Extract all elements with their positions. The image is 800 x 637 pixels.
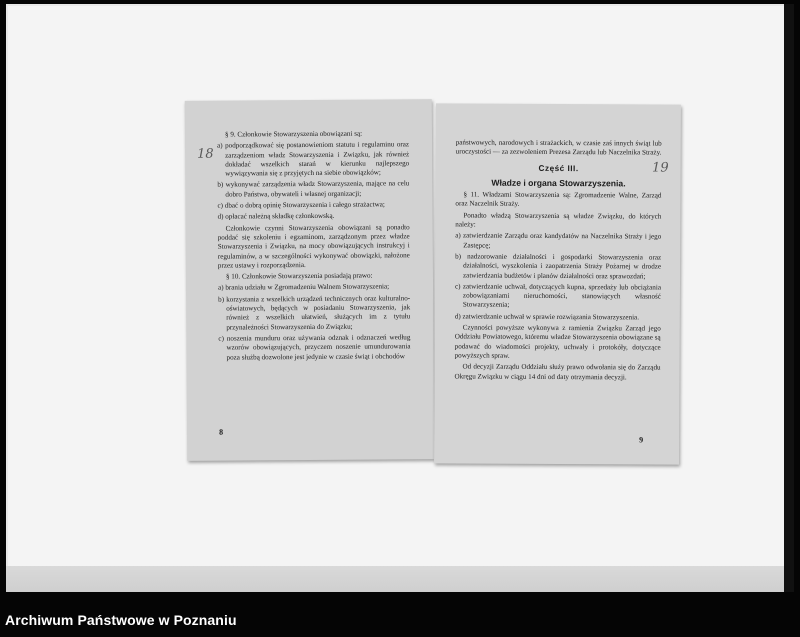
page-number: 9 — [639, 435, 644, 445]
continued-paragraph: państwowych, narodowych i strażackich, w czasie zaś innych świąt lub uroczystości — za zezwoleniem Prezesa Zarządu lub Naczelnika Straży. — [455, 138, 662, 157]
page-number: 8 — [219, 427, 224, 437]
list-item: a) zatwierdzanie Zarządu oraz kandydatów na Naczelnika Straży i jego Zastępcę; — [455, 231, 662, 250]
paragraph: Od decyzji Zarządu Oddziału służy prawo odwołania się do Zarządu Okręgu Związku w ciągu 14 dni od daty otrzymania decyzji. — [454, 362, 661, 381]
list-item: b) nadzorowanie działalności i gospodarki Stowarzyszenia oraz działalności, wyszkolenia i zaopatrzenia Straży Pożarnej w drodze zatwierdzania budżetów i planów działalności oraz sprawozdań; — [455, 252, 662, 281]
handwritten-folio-number: 18 — [197, 146, 214, 162]
paragraph: § 9. Członkowie Stowarzyszenia obowiązani są: — [224, 129, 363, 139]
archive-caption: Archiwum Państwowe w Poznaniu — [5, 612, 237, 628]
sheet-bottom-edge — [6, 566, 793, 592]
right-paragraphs — [454, 191, 661, 383]
list-item: b) korzystania z wszelkich urządzeń technicznych oraz kulturalno-oświatowych, będących w posiadaniu Stowarzyszenia, jak również z wszelkich ułatwień, służących im z tytułu przynależności Stowarzyszenia do Związku; — [218, 294, 411, 332]
list-item: a) brania udziału w Zgromadzeniu Walnem Stowarzyszenia; — [218, 282, 390, 293]
paragraph: Czynności powyższe wykonywa z ramienia Związku Zarząd jego Oddziału Powiatowego, któremu władze Stowarzyszenia obowiązane są podawać do wiadomości projekty, uchwały i protokóły, dotyczące powyższych spraw. — [454, 323, 661, 360]
list-item: c) dbać o dobrą opinię Stowarzyszenia i całego strażactwa; — [217, 200, 385, 210]
right-page-text — [454, 138, 661, 384]
section-subtitle: Władze i organa Stowarzyszenia. — [491, 177, 626, 189]
film-border — [784, 4, 794, 592]
left-page-text — [217, 129, 411, 364]
open-booklet — [186, 100, 680, 464]
list-item: c) zatwierdzanie uchwał, dotyczących kupna, sprzedaży lub obciążania zobowiązaniami nieruchomości, stanowiących własność Stowarzyszenia; — [454, 282, 662, 310]
paragraph: § 11. Władzami Stowarzyszenia są: Zgromadzenie Walne, Zarząd oraz Naczelnik Straży. — [455, 190, 662, 209]
right-page — [434, 103, 681, 464]
list-item: c) noszenia munduru oraz używania odznak i odznaczeń według wzorów obowiązujących, przyczem noszenie umundurowania poza służbą dozwolone jest jedynie w czasie świąt i obchodów — [218, 333, 411, 362]
list-item: d) zatwierdzanie uchwał w sprawie rozwiązania Stowarzyszenia. — [454, 312, 640, 322]
list-item: d) opłacać należną składkę członkowską. — [217, 212, 335, 222]
section-title: Część III. — [538, 163, 579, 173]
paragraph: Ponadto władzą Stowarzyszenia są władze Związku, do których należy: — [455, 211, 662, 229]
list-item: a) podporządkować się postanowieniom statutu i regulaminu oraz zarządzeniom władz Stowarzyszenia i Związku, jak również dokładać wszelkich starań w kierunku najlepszego wywiązywania się z przyjętych na siebie obowiązków; — [217, 140, 410, 178]
left-page — [185, 99, 435, 461]
list-item: b) wykonywać zarządzenia władz Stowarzyszenia, mające na celu dobro Państwa, obywateli i własnej organizacji; — [217, 179, 410, 199]
paragraph: § 10. Członkowie Stowarzyszenia posiadają prawo: — [225, 271, 373, 281]
paragraph: Członkowie czynni Stowarzyszenia obowiązani są ponadto poddać się szkoleniu i egzaminom, zarządzonym przez władze Stowarzyszenia i Związku, na mocy obowiązujących instrukcyj i regulaminów, a w szczególności wykonywać obowiązki, nałożone przez ustawy i rozporządzenia. — [217, 222, 410, 270]
handwritten-folio-number: 19 — [652, 160, 669, 176]
